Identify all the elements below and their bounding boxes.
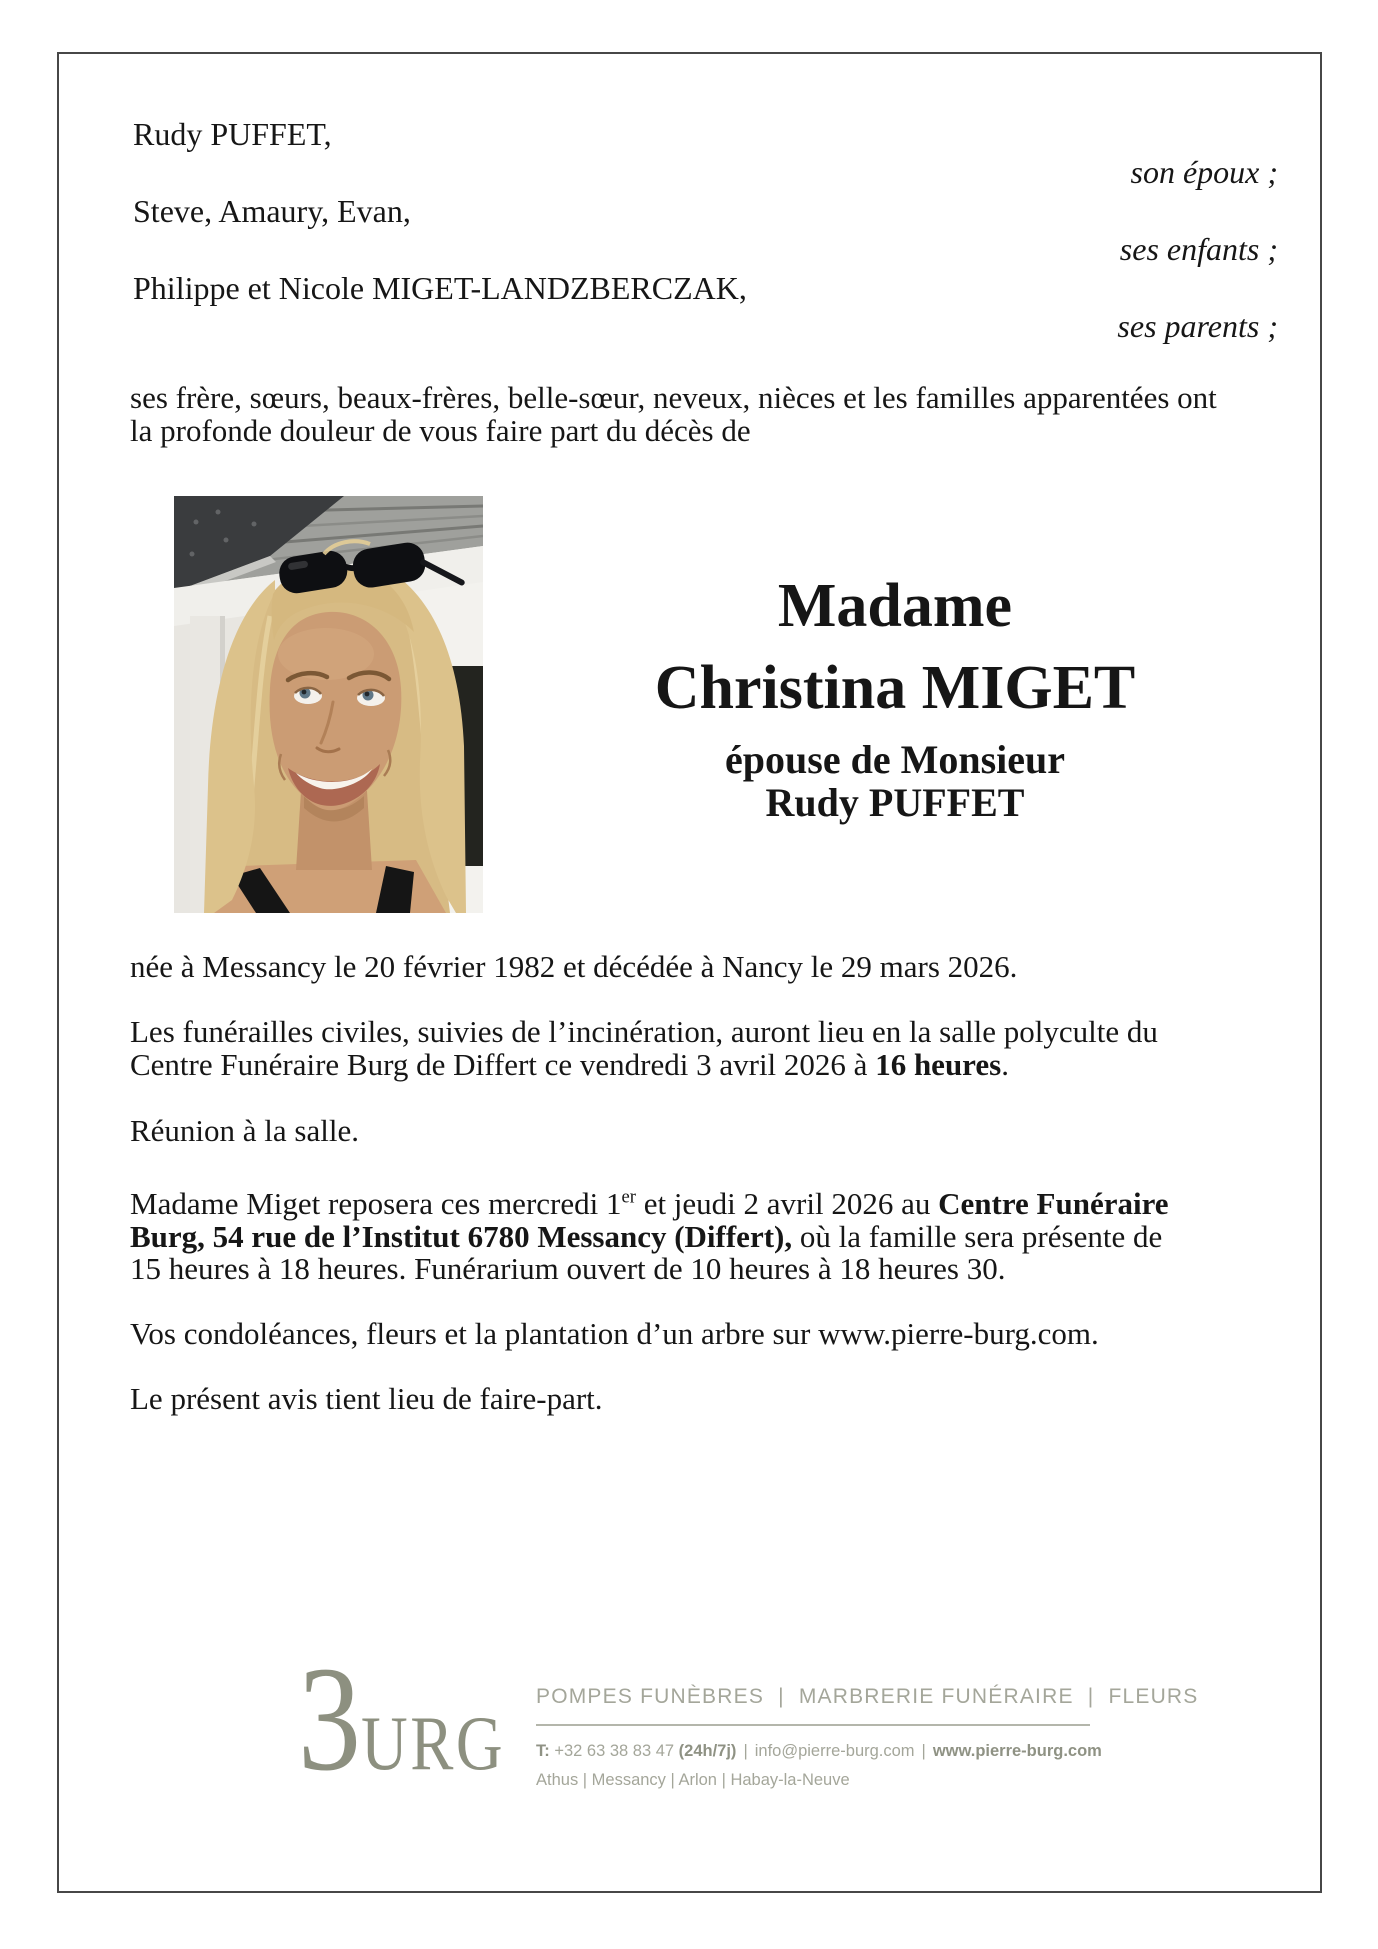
repose-paragraph <box>130 1188 1169 1286</box>
funeral-home-logo <box>298 1636 506 1802</box>
birth-death-paragraph <box>130 951 1017 984</box>
condolences-paragraph <box>130 1318 1099 1351</box>
intro-line: ses frère, sœurs, beaux-frères, belle-sœur, neveux, nièces et les familles apparentées ont <box>130 380 1217 415</box>
intro-paragraph <box>130 382 1217 447</box>
deceased-relation: épouse de Monsieur <box>725 737 1065 782</box>
separator: | <box>743 1742 748 1760</box>
mourner-name-husband: Rudy PUFFET, <box>133 116 332 152</box>
phone-label: T: <box>536 1742 550 1760</box>
funeral-line: Centre Funéraire Burg de Differt ce vendredi 3 avril 2026 à 16 heures. <box>130 1046 1009 1082</box>
mourner-relation-parents: ses parents ; <box>1117 308 1278 344</box>
intro-line: la profonde douleur de vous faire part du décès de <box>130 412 751 448</box>
reunion-paragraph <box>130 1115 359 1148</box>
repose-line: Burg, 54 rue de l’Institut 6780 Messancy (Differt), où la famille sera présente de <box>130 1218 1163 1254</box>
phone-number: +32 63 38 83 47 <box>549 1742 679 1760</box>
website-text: www.pierre-burg.com <box>932 1742 1102 1760</box>
funeral-paragraph <box>130 1016 1158 1081</box>
funeral-line: Les funérailles civiles, suivies de l’incinération, auront lieu en la salle polyculte du <box>130 1014 1158 1049</box>
deceased-title: Madame <box>777 572 1013 640</box>
mourner-relation-husband: son époux ; <box>1130 154 1278 190</box>
mourner-name-children: Steve, Amaury, Evan, <box>133 193 411 229</box>
footer-divider <box>536 1724 1090 1726</box>
birth-death-text: née à Messancy le 20 février 1982 et décédée à Nancy le 29 mars 2026. <box>130 949 1018 984</box>
logo-lead-glyph: 3 <box>298 1636 361 1802</box>
deceased-photo <box>174 496 483 913</box>
mourner-relation-children: ses enfants ; <box>1119 231 1278 267</box>
repose-line: Madame Miget reposera ces mercredi 1er et jeudi 2 avril 2026 au Centre Funéraire <box>130 1186 1169 1221</box>
cities-line: Athus | Messancy | Arlon | Habay-la-Neuve <box>536 1771 850 1789</box>
deceased-name: Christina MIGET <box>654 654 1136 722</box>
funeral-time: 16 heures <box>875 1046 1002 1082</box>
condolences-text: Vos condoléances, fleurs et la plantation d’un arbre sur www.pierre-burg.com. <box>130 1316 1099 1351</box>
deceased-spouse-name: Rudy PUFFET <box>765 780 1025 825</box>
separator: | <box>921 1742 926 1760</box>
funeral-home-name: Centre Funéraire <box>938 1186 1169 1221</box>
repose-line: 15 heures à 18 heures. Funérarium ouvert de 10 heures à 18 heures 30. <box>130 1251 1006 1286</box>
phone-hours: (24h/7j) <box>678 1742 737 1760</box>
ordinal-superscript: er <box>621 1186 636 1208</box>
notice-paragraph <box>130 1383 603 1416</box>
mourner-name-parents: Philippe et Nicole MIGET-LANDZBERCZAK, <box>133 270 747 306</box>
contact-line <box>536 1742 1102 1761</box>
email-text: info@pierre-burg.com <box>754 1742 915 1760</box>
notice-text: Le présent avis tient lieu de faire-part. <box>130 1381 603 1416</box>
logo-text: URG <box>361 1700 506 1786</box>
reunion-text: Réunion à la salle. <box>130 1113 359 1148</box>
services-line: POMPES FUNÈBRES | MARBRERIE FUNÉRAIRE | FLEURS <box>536 1685 1199 1708</box>
funeral-home-address: Burg, 54 rue de l’Institut 6780 Messancy (Differt), <box>130 1218 793 1254</box>
